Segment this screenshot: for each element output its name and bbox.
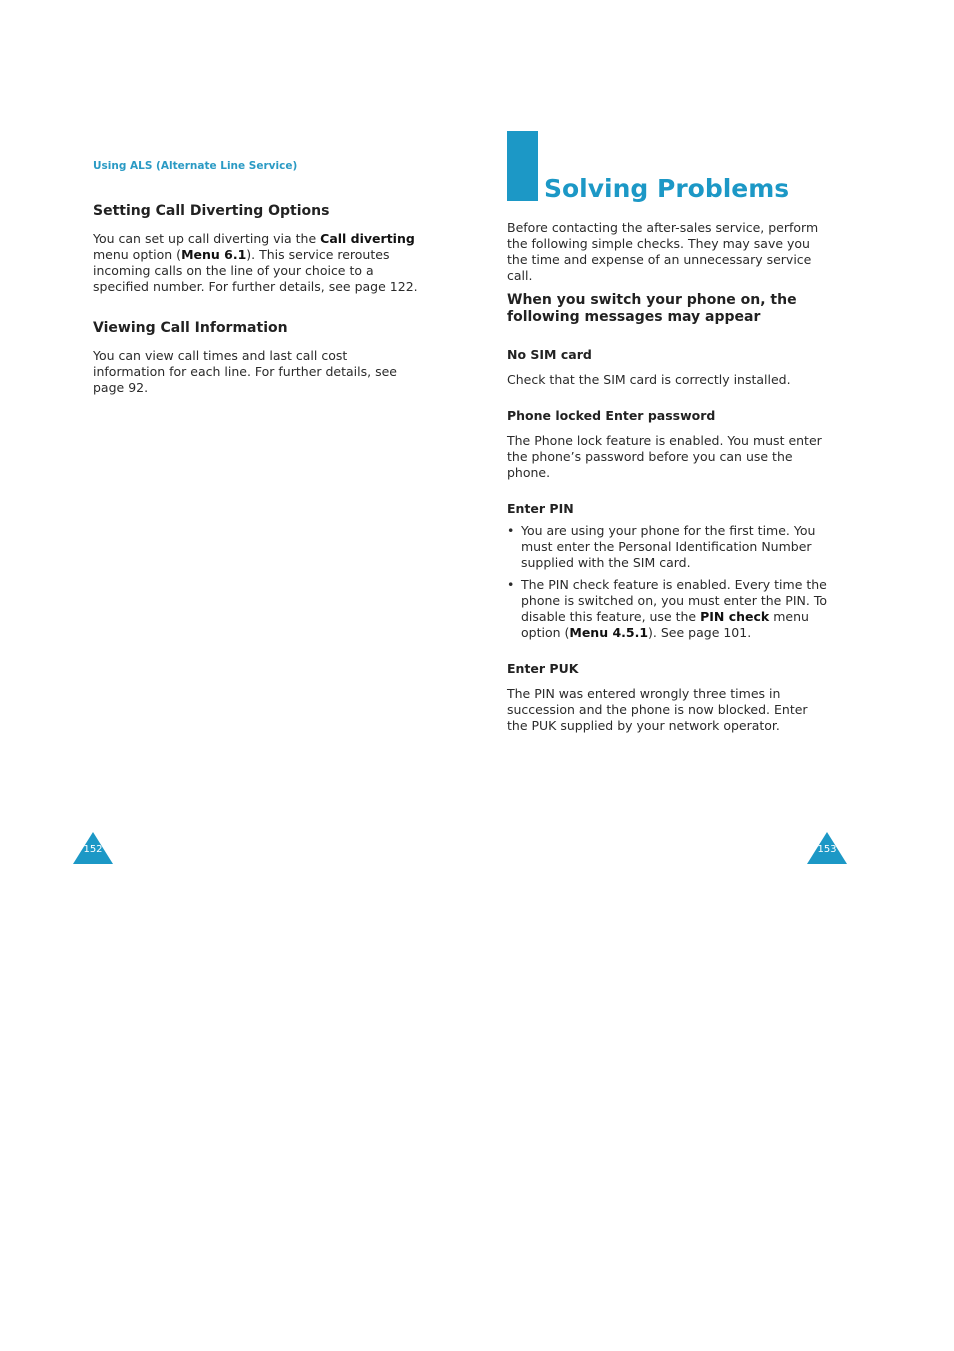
heading-enter-pin: Enter PIN — [507, 501, 574, 516]
paragraph-no-sim: Check that the SIM card is correctly installed. — [507, 372, 791, 387]
heading-no-sim: No SIM card — [507, 347, 592, 362]
page-number-text: 153 — [817, 844, 837, 855]
subheading-messages: When you switch your phone on, the following messages may appear — [507, 292, 797, 325]
page-number-text: 152 — [83, 844, 103, 855]
paragraph-call-information: You can view call times and last call cost information for each line. For further details, see page 92. — [93, 348, 397, 395]
pin-bullet-list — [507, 523, 827, 647]
page-number-right — [807, 832, 847, 864]
intro-paragraph: Before contacting the after-sales service, perform the following simple checks. They may save you the time and expense of an unnecessary service call. — [507, 220, 819, 283]
heading-phone-locked: Phone locked Enter password — [507, 408, 716, 423]
heading-setting-call-diverting: Setting Call Diverting Options — [93, 203, 330, 219]
paragraph-enter-puk: The PIN was entered wrongly three times in succession and the phone is now blocked. Enter the PUK supplied by your network operator. — [507, 686, 808, 733]
title-accent-bar — [507, 129, 538, 201]
paragraph-call-diverting: You can set up call diverting via the Call diverting menu option (Menu 6.1). This service reroutes incoming calls on the line of your choice to a specified number. For further details, see page 122. — [93, 231, 418, 294]
heading-viewing-call-information: Viewing Call Information — [93, 320, 288, 336]
paragraph-phone-locked: The Phone lock feature is enabled. You must enter the phone’s password before you can use the phone. — [507, 433, 822, 480]
page-title: Solving Problems — [544, 174, 790, 203]
list-item: • You are using your phone for the first time. You must enter the Personal Identification Number supplied with the SIM card. — [507, 523, 827, 571]
running-head: Using ALS (Alternate Line Service) — [93, 160, 298, 172]
page-number-left — [73, 832, 113, 864]
list-item: • The PIN check feature is enabled. Every time the phone is switched on, you must enter the PIN. To disable this feature, use the PIN check menu option (Menu 4.5.1). See page 101. — [507, 577, 827, 641]
heading-enter-puk: Enter PUK — [507, 661, 579, 676]
